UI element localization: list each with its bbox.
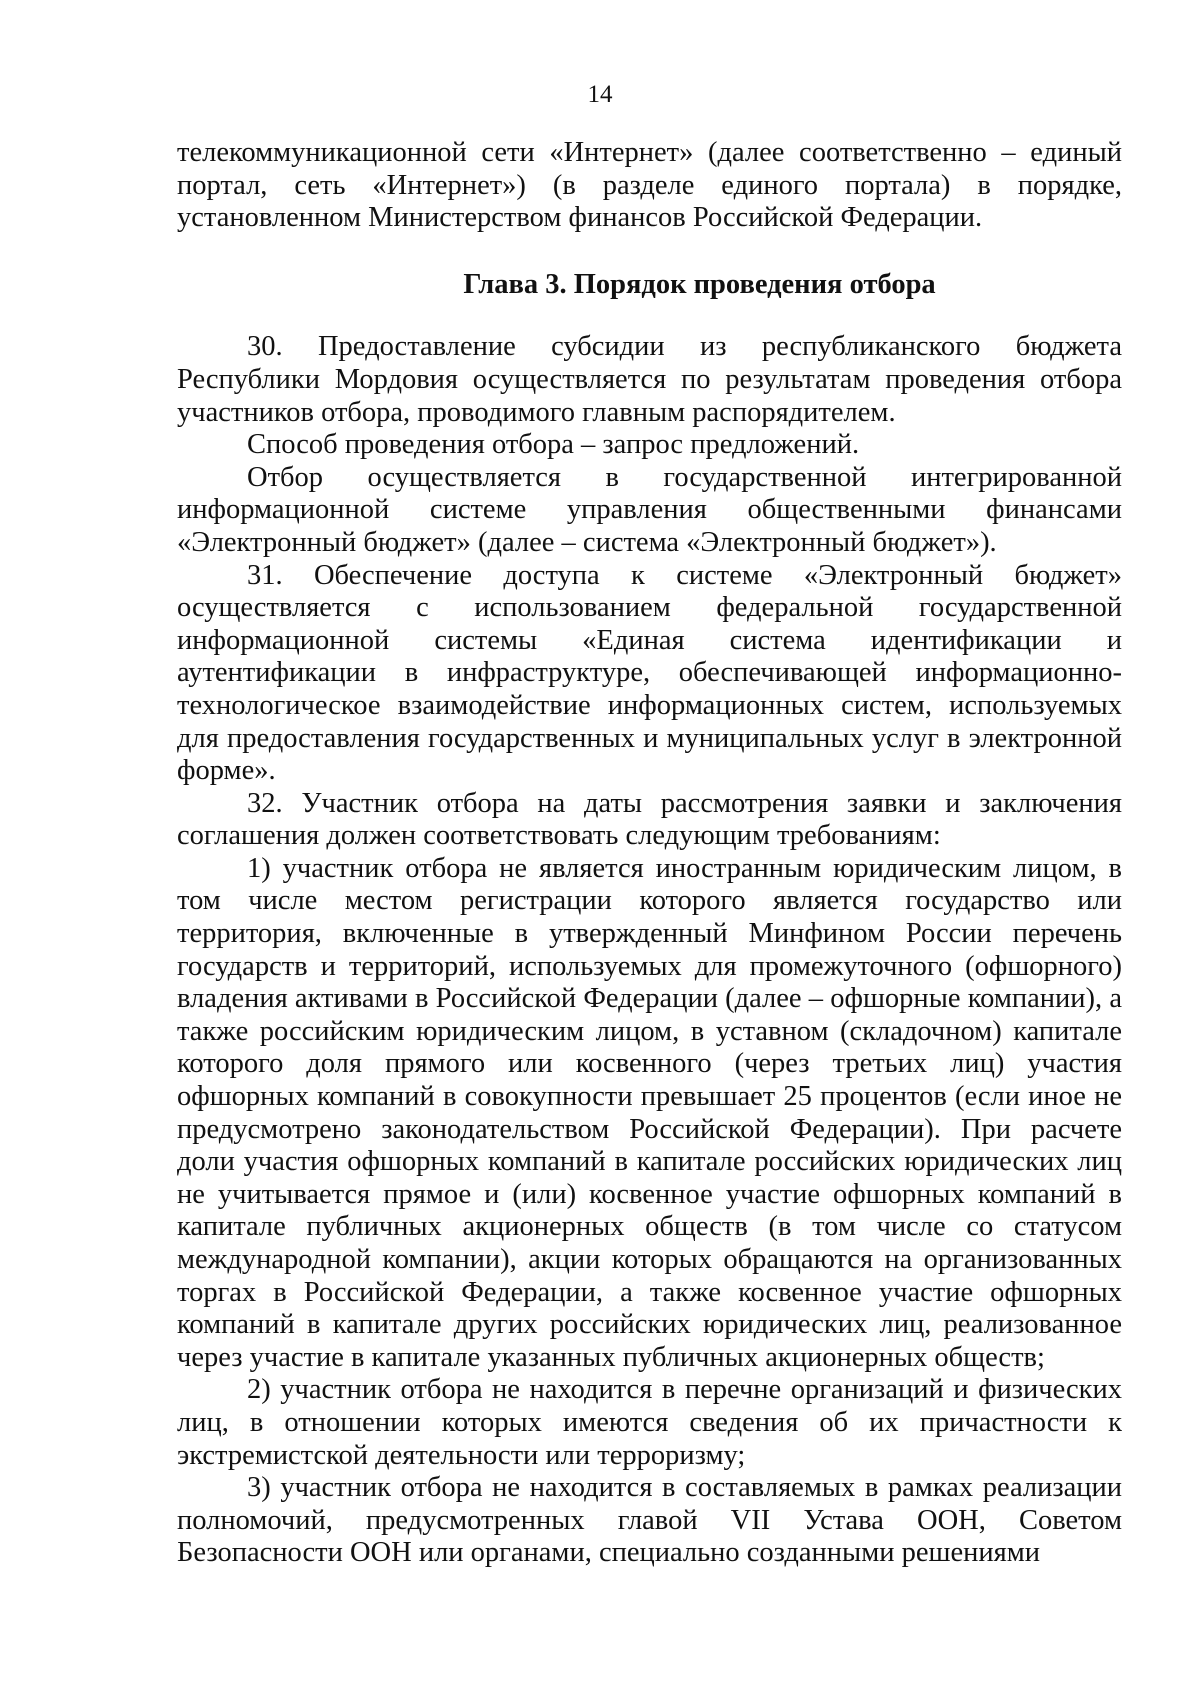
- paragraph-32: 32. Участник отбора на даты рассмотрения заявки и заключения соглашения должен соответствовать следующим требованиям:: [177, 787, 1122, 852]
- paragraph-selection-system: Отбор осуществляется в государственной интегрированной информационной системе управления общественными финансами «Электронный бюджет» (далее – система «Электронный бюджет»).: [177, 461, 1122, 558]
- document-body: [177, 137, 1122, 1570]
- chapter-heading: Глава 3. Порядок проведения отбора: [463, 268, 936, 300]
- paragraph-selection-method: Способ проведения отбора – запрос предложений.: [247, 429, 860, 461]
- paragraph-30: 30. Предоставление субсидии из республиканского бюджета Республики Мордовия осуществляется по результатам проведения отбора участников отбора, проводимого главным распорядителем.: [177, 331, 1122, 428]
- requirement-1: 1) участник отбора не является иностранным юридическим лицом, в том числе местом регистрации которого является государство или территория, включенные в утвержденный Минфином России перечень государств и территорий, используемых для промежуточного (офшорного) владения активами в Российской Федерации (далее – офшорные компании), а также российским юридическим лицом, в уставном (складочном) капитале которого доля прямого или косвенного (через третьих лиц) участия офшорных компаний в совокупности превышает 25 процентов (если иное не предусмотрено законодательством Российской Федерации). При расчете доли участия офшорных компаний в капитале российских юридических лиц не учитывается прямое и (или) косвенное участие офшорных компаний в капитале публичных акционерных обществ (в том числе со статусом международной компании), акции которых обращаются на организованных торгах в Российской Федерации, а также косвенное участие офшорных компаний в капитале других российских юридических лиц, реализованное через участие в капитале указанных публичных акционерных обществ;: [177, 852, 1122, 1373]
- requirement-2: 2) участник отбора не находится в перечне организаций и физических лиц, в отношении которых имеются сведения об их причастности к экстремистской деятельности или терроризму;: [177, 1374, 1122, 1471]
- intro-paragraph: телекоммуникационной сети «Интернет» (далее соответственно – единый портал, сеть «Интернет») (в разделе единого портала) в порядке, установленном Министерством финансов Российской Федерации.: [177, 137, 1122, 234]
- paragraph-31: 31. Обеспечение доступа к системе «Электронный бюджет» осуществляется с использованием федеральной государственной информационной системы «Единая система идентификации и аутентификации в инфраструктуре, обеспечивающей информационно-технологическое взаимодействие информационных систем, используемых для предоставления государственных и муниципальных услуг в электронной форме».: [177, 559, 1122, 787]
- page-number: 14: [587, 81, 613, 108]
- requirement-3: 3) участник отбора не находится в составляемых в рамках реализации полномочий, предусмотренных главой VII Устава ООН, Советом Безопасности ООН или органами, специально созданными решениями: [177, 1472, 1122, 1569]
